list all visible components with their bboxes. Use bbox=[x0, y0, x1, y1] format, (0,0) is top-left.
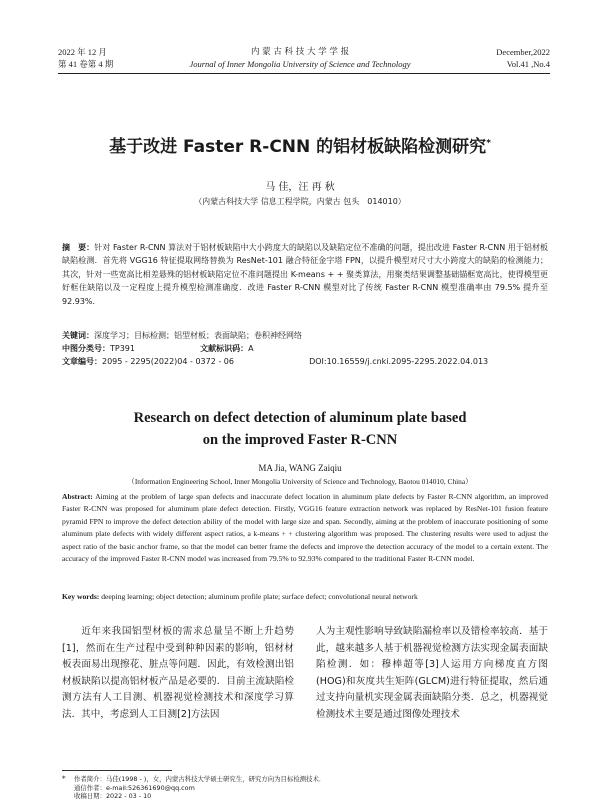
keywords-cn-label: 关键词： bbox=[62, 331, 94, 340]
abstract-cn bbox=[62, 241, 548, 308]
body-paragraph-left: 近年来我国铝型材板的需求总量呈不断上升趋势[1]，然而在生产过程中受到种种因素的影响，铝材材板表面易出现擦花、脏点等问题．因此，有效检测出铝材板缺陷以提高铝材板产品是必要的．目前主流缺陷检测方法有人工目测、机器视觉检测技术和深度学习算法．其中，考虑到人工目测[2]方法因 bbox=[62, 626, 294, 720]
header-journal-cn: 内 蒙 古 科 技 大 学 学 报 bbox=[250, 47, 350, 57]
title-cn bbox=[0, 132, 600, 157]
doc-code-label: 文献标识码： bbox=[200, 344, 249, 353]
header-volume-cn: 第 41 卷第 4 期 bbox=[58, 59, 114, 69]
keywords-en bbox=[62, 591, 548, 603]
title-en-line1: Research on defect detection of aluminum plate based bbox=[133, 410, 467, 426]
header-volume-en: Vol.41 ,No.4 bbox=[506, 59, 550, 69]
body-paragraph-right: 人为主观性影响导致缺陷漏检率以及错检率较高．基于此，越来越多人基于机器视觉检测方法实现金属表面缺陷检测．如：穆棒超等[3]人运用方向梯度直方图(HOG)和灰度共生矩阵(GLCM)进行特征提取，然后通过支持向量机实现金属表面缺陷分类．总之，机器视觉检测技术主要是通过图像处理技术 bbox=[316, 626, 548, 720]
authors-en: MA Jia, WANG Zaiqiu bbox=[258, 463, 342, 473]
authors-cn: 马 佳，汪 再 秋 bbox=[265, 182, 335, 193]
title-cn-footnote-mark: * bbox=[486, 138, 491, 149]
article-number-label: 文章编号： bbox=[62, 357, 102, 366]
keywords-cn-text: 深度学习；目标检测；铝型材板；表面缺陷；卷积神经网络 bbox=[94, 331, 302, 340]
body-column-left bbox=[62, 624, 294, 723]
clc-value: TP391 bbox=[110, 344, 135, 353]
footnote-email: 通信作者：e-mail:526361690@qq.com bbox=[74, 784, 195, 792]
abstract-cn-label: 摘 要： bbox=[62, 243, 95, 252]
affiliation-en: （Information Engineering School, Inner Mongolia University of Science and Technology, Baotou 014010, China） bbox=[127, 477, 473, 486]
header-date-cn: 2022 年 12 月 bbox=[58, 47, 107, 57]
doi: DOI:10.16559/j.cnki.2095-2295.2022.04.013 bbox=[309, 357, 489, 366]
abstract-en-text: Aiming at the problem of large span defects and inaccurate defect location in aluminum plate defects by Faster R-CNN algorithm, an improved Faster R-CNN was proposed for aluminum plate defect detection. Firstly, VGG16 feature extraction network was replaced by ResNet-101 fusion feature pyramid FPN to improve the defect detection ability of the model with large size and span. Secondly, aiming at the problem of inaccurate positioning of some aluminum plate defects with widely different aspect ratios, a k-means + + clustering algorithm was proposed. The clustering results were used to adjust the aspect ratio of the basic anchor frame, so that the model can better frame the defects and improve the detection accuracy of the model to a certain extent. The accuracy of the improved Faster R-CNN model was increased from 79.5% to 92.93% compared to the traditional Faster R-CNN model. bbox=[62, 492, 548, 564]
abstract-en-label: Abstract: bbox=[62, 492, 93, 501]
keywords-cn bbox=[62, 330, 548, 342]
classification-row bbox=[62, 343, 548, 355]
clc-label: 中图分类号： bbox=[62, 344, 110, 353]
header-rule bbox=[58, 73, 550, 74]
footnote-received: 收稿日期：2022 - 03 - 10 bbox=[74, 792, 152, 800]
article-row bbox=[62, 356, 548, 368]
keywords-en-label: Key words: bbox=[62, 592, 100, 601]
footnote-author: 作者简介：马佳(1998 - )，女，内蒙古科技大学硕士研究生，研究方向为目标检测技术． bbox=[74, 775, 326, 783]
article-number-value: 2095 - 2295(2022)04 - 0372 - 06 bbox=[102, 357, 234, 366]
title-cn-text: 基于改进 Faster R-CNN 的铝材板缺陷检测研究 bbox=[109, 137, 487, 157]
header-journal-en: Journal of Inner Mongolia University of Science and Technology bbox=[189, 59, 411, 69]
header-date-en: December,2022 bbox=[496, 47, 550, 57]
footnote-rule bbox=[62, 770, 172, 771]
abstract-cn-text: 针对 Faster R-CNN 算法对于铝材板缺陷中大小跨度大的缺陷以及缺陷定位不准确的问题，提出改进 Faster R-CNN 用于铝材板缺陷检测．首先将 VGG16 特征提取网络替换为 ResNet-101 融合特征金字塔 FPN，以提升模型对尺寸大小跨度大的缺陷的检测能力；其次，针对一些宽高比相差悬殊的铝材板缺陷定位不准问题提出 K-means + + 聚类算法，用聚类结果调整基础锚框宽高比，使得模型更好框住缺陷以及一定程度上提升模型检测准确度．改进 Faster R-CNN 模型对比了传统 Faster R-CNN 模型准确率由 79.5% 提升至 92.93%． bbox=[62, 243, 549, 306]
keywords-en-text: deeping learning; object detection; aluminum profile plate; surface defect; convolutional neural network bbox=[101, 592, 418, 601]
footnote-star: * bbox=[62, 775, 66, 783]
title-en-line2: on the improved Faster R-CNN bbox=[202, 432, 398, 448]
doc-code-value: A bbox=[248, 344, 254, 353]
affiliation-cn: （内蒙古科技大学 信息工程学院，内蒙古 包头 014010） bbox=[194, 197, 406, 206]
abstract-en bbox=[62, 491, 548, 565]
body-column-right bbox=[316, 624, 548, 723]
